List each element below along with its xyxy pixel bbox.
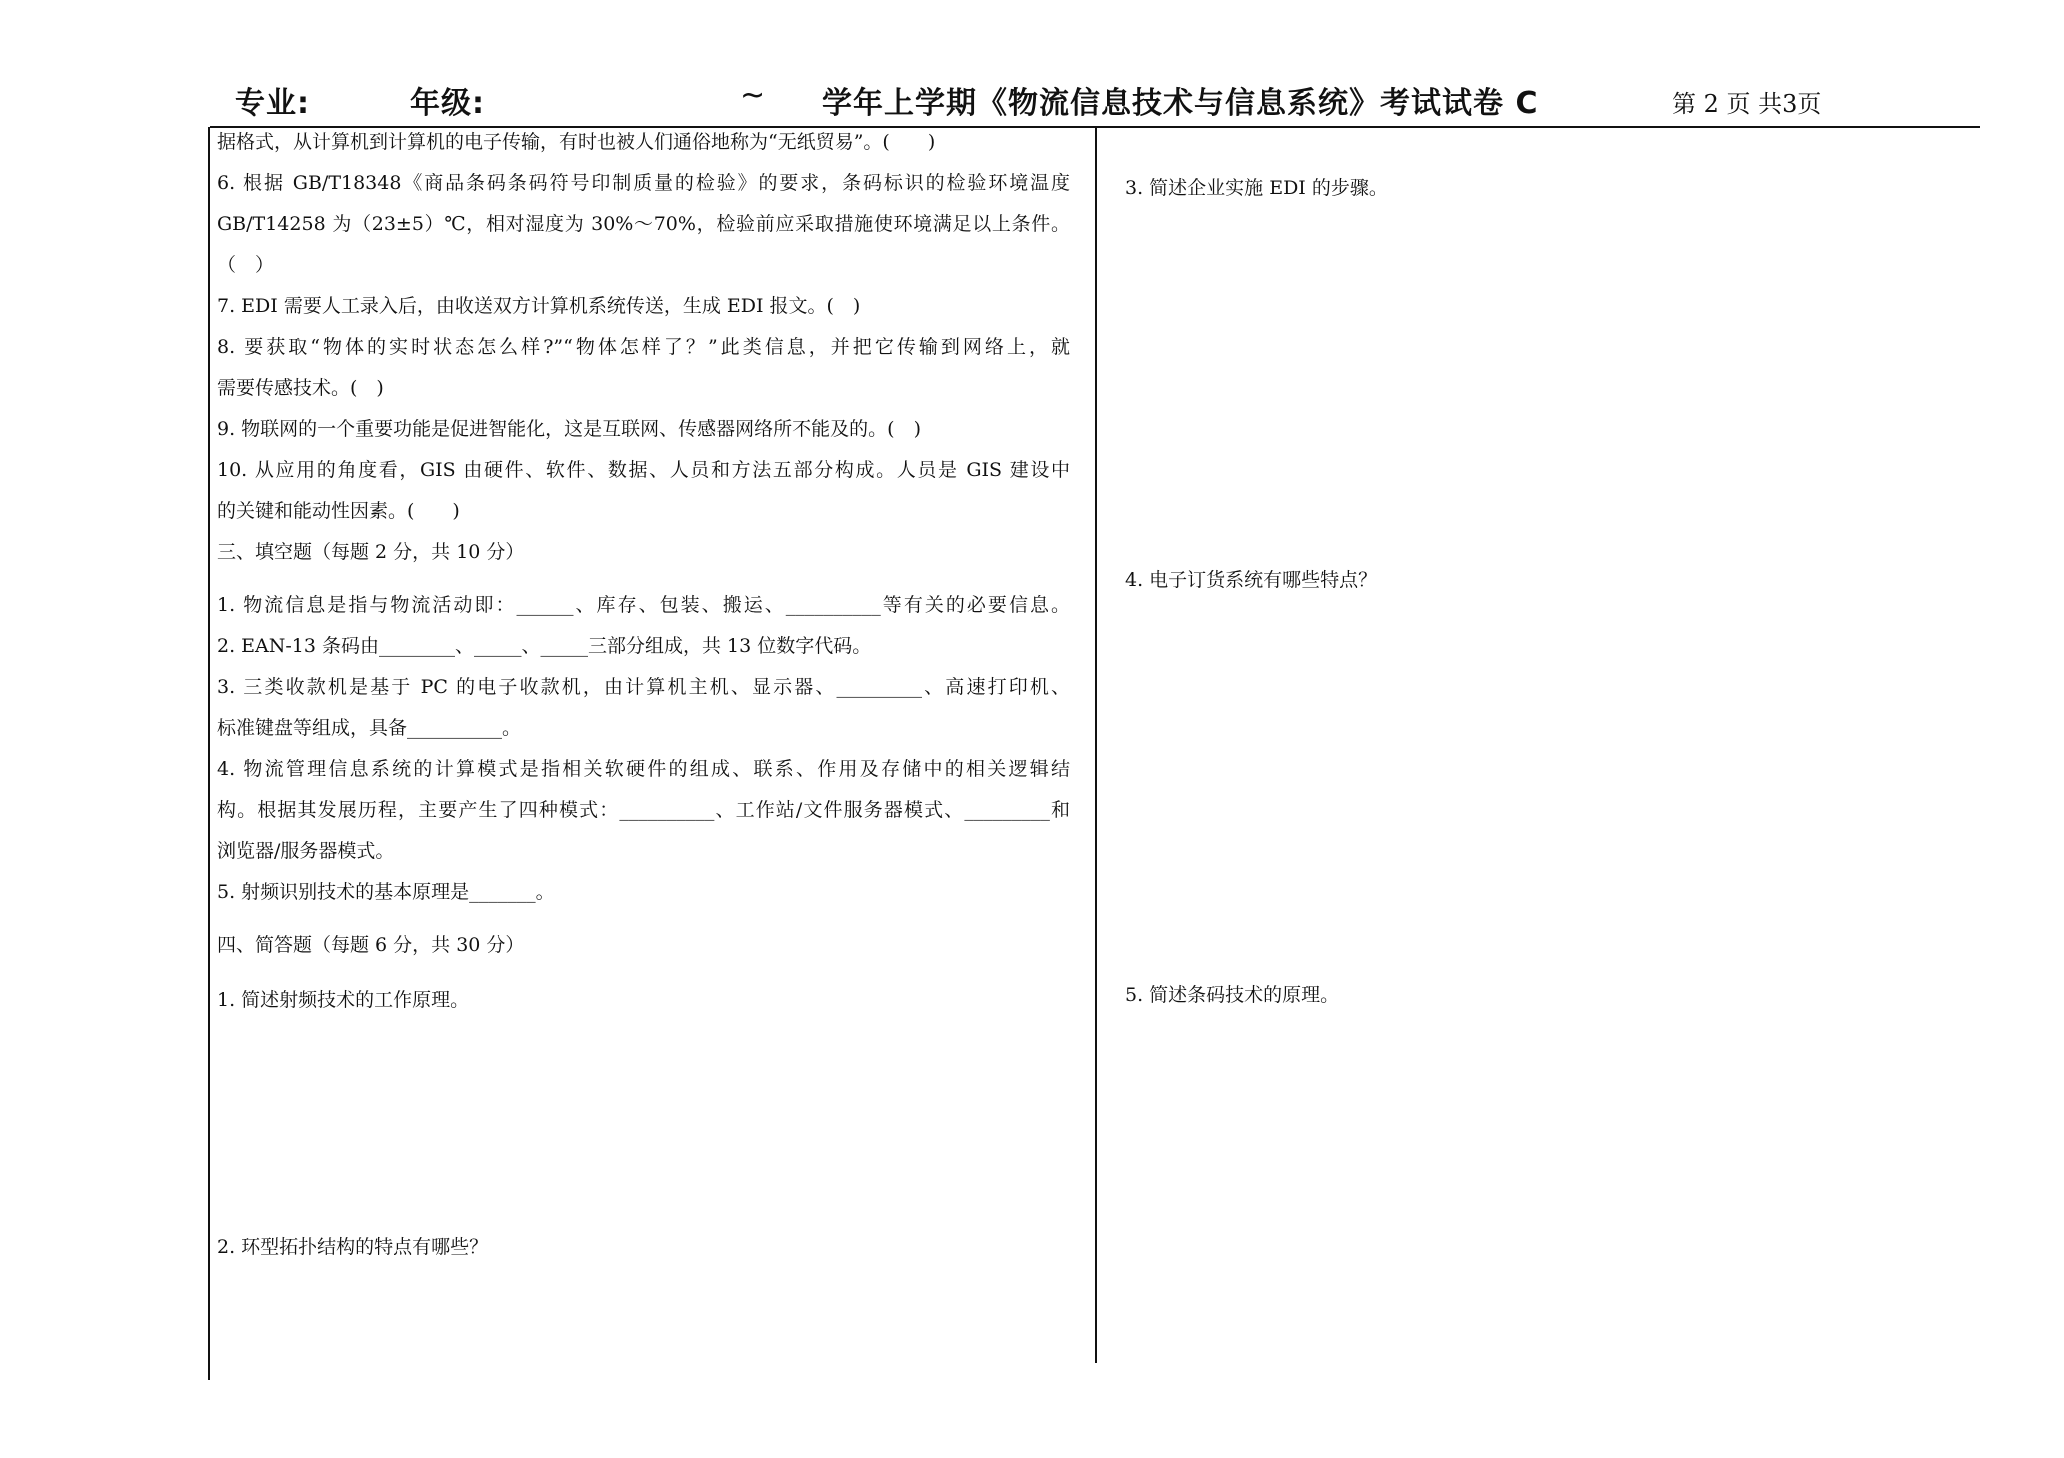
left-border-line [208, 127, 210, 1380]
tf-q8-line-1: 8. 要获取“物体的实时状态怎么样?”“物体怎样了？”此类信息，并把它传输到网络上，就 [217, 336, 1070, 358]
tf-q10-line-2: 的关键和能动性因素。( ) [217, 500, 460, 522]
answer-space-q1 [217, 1021, 1070, 1227]
short-answer-q3: 3. 简述企业实施 EDI 的步骤。 [1125, 177, 1388, 199]
short-answer-q4: 4. 电子订货系统有哪些特点？ [1125, 569, 1378, 591]
fill-q4-line-3: 浏览器/服务器模式。 [217, 840, 395, 862]
fill-q2: 2. EAN-13 条码由________、_____、_____三部分组成，共 13 位数字代码。 [217, 635, 872, 657]
fill-q3-line-1: 3. 三类收款机是基于 PC 的电子收款机，由计算机主机、显示器、_________、高速打印机、 [217, 676, 1070, 698]
tf-q7: 7. EDI 需要人工录入后，由收送双方计算机系统传送，生成 EDI 报文。( ) [217, 295, 861, 317]
left-column [217, 122, 1070, 1268]
short-answer-q2: 2. 环型拓扑结构的特点有哪些？ [217, 1236, 489, 1258]
tf-q9: 9. 物联网的一个重要功能是促进智能化，这是互联网、传感器网络所不能及的。( ) [217, 418, 921, 440]
section-three-heading: 三、填空题（每题 2 分，共 10 分） [217, 541, 525, 563]
tf-q10-line-1: 10. 从应用的角度看，GIS 由硬件、软件、数据、人员和方法五部分构成。人员是 GIS 建设中 [217, 459, 1070, 481]
tf-q5-continuation: 据格式，从计算机到计算机的电子传输，有时也被人们通俗地称为“无纸贸易”。( ) [217, 131, 936, 153]
exam-title: 学年上学期《物流信息技术与信息系统》考试试卷 C [822, 86, 1539, 121]
fill-q4-line-2: 构。根据其发展历程，主要产生了四种模式：__________、工作站/文件服务器模式、_________和 [217, 799, 1070, 821]
fill-q3-line-2: 标准键盘等组成，具备__________。 [217, 717, 522, 739]
year-range-tilde: ~ [740, 78, 767, 113]
column-divider-line [1095, 127, 1097, 1363]
page-header [0, 0, 2064, 128]
fill-q4-line-1: 4. 物流管理信息系统的计算模式是指相关软硬件的组成、联系、作用及存储中的相关逻辑结 [217, 758, 1070, 780]
tf-q8-line-2: 需要传感技术。( ) [217, 377, 384, 399]
short-answer-q5: 5. 简述条码技术的原理。 [1125, 984, 1340, 1006]
grade-label: 年级: [410, 86, 485, 121]
major-label: 专业: [235, 86, 310, 121]
tf-q6-line-2: GB/T14258 为（23±5）℃，相对湿度为 30%～70%，检验前应采取措施使环境满足以上条件。 [217, 213, 1070, 235]
fill-q1: 1. 物流信息是指与物流活动即：______、库存、包装、搬运、__________等有关的必要信息。 [217, 594, 1070, 616]
tf-q6-answer-paren: （ ） [217, 254, 275, 276]
page-number: 第 2 页 共3页 [1672, 90, 1822, 118]
short-answer-q1: 1. 简述射频技术的工作原理。 [217, 989, 470, 1011]
tf-q6-line-1: 6. 根据 GB/T18348《商品条码条码符号印制质量的检验》的要求，条码标识的检验环境温度 [217, 172, 1070, 194]
section-four-heading: 四、简答题（每题 6 分，共 30 分） [217, 934, 525, 956]
fill-q5: 5. 射频识别技术的基本原理是_______。 [217, 881, 555, 903]
